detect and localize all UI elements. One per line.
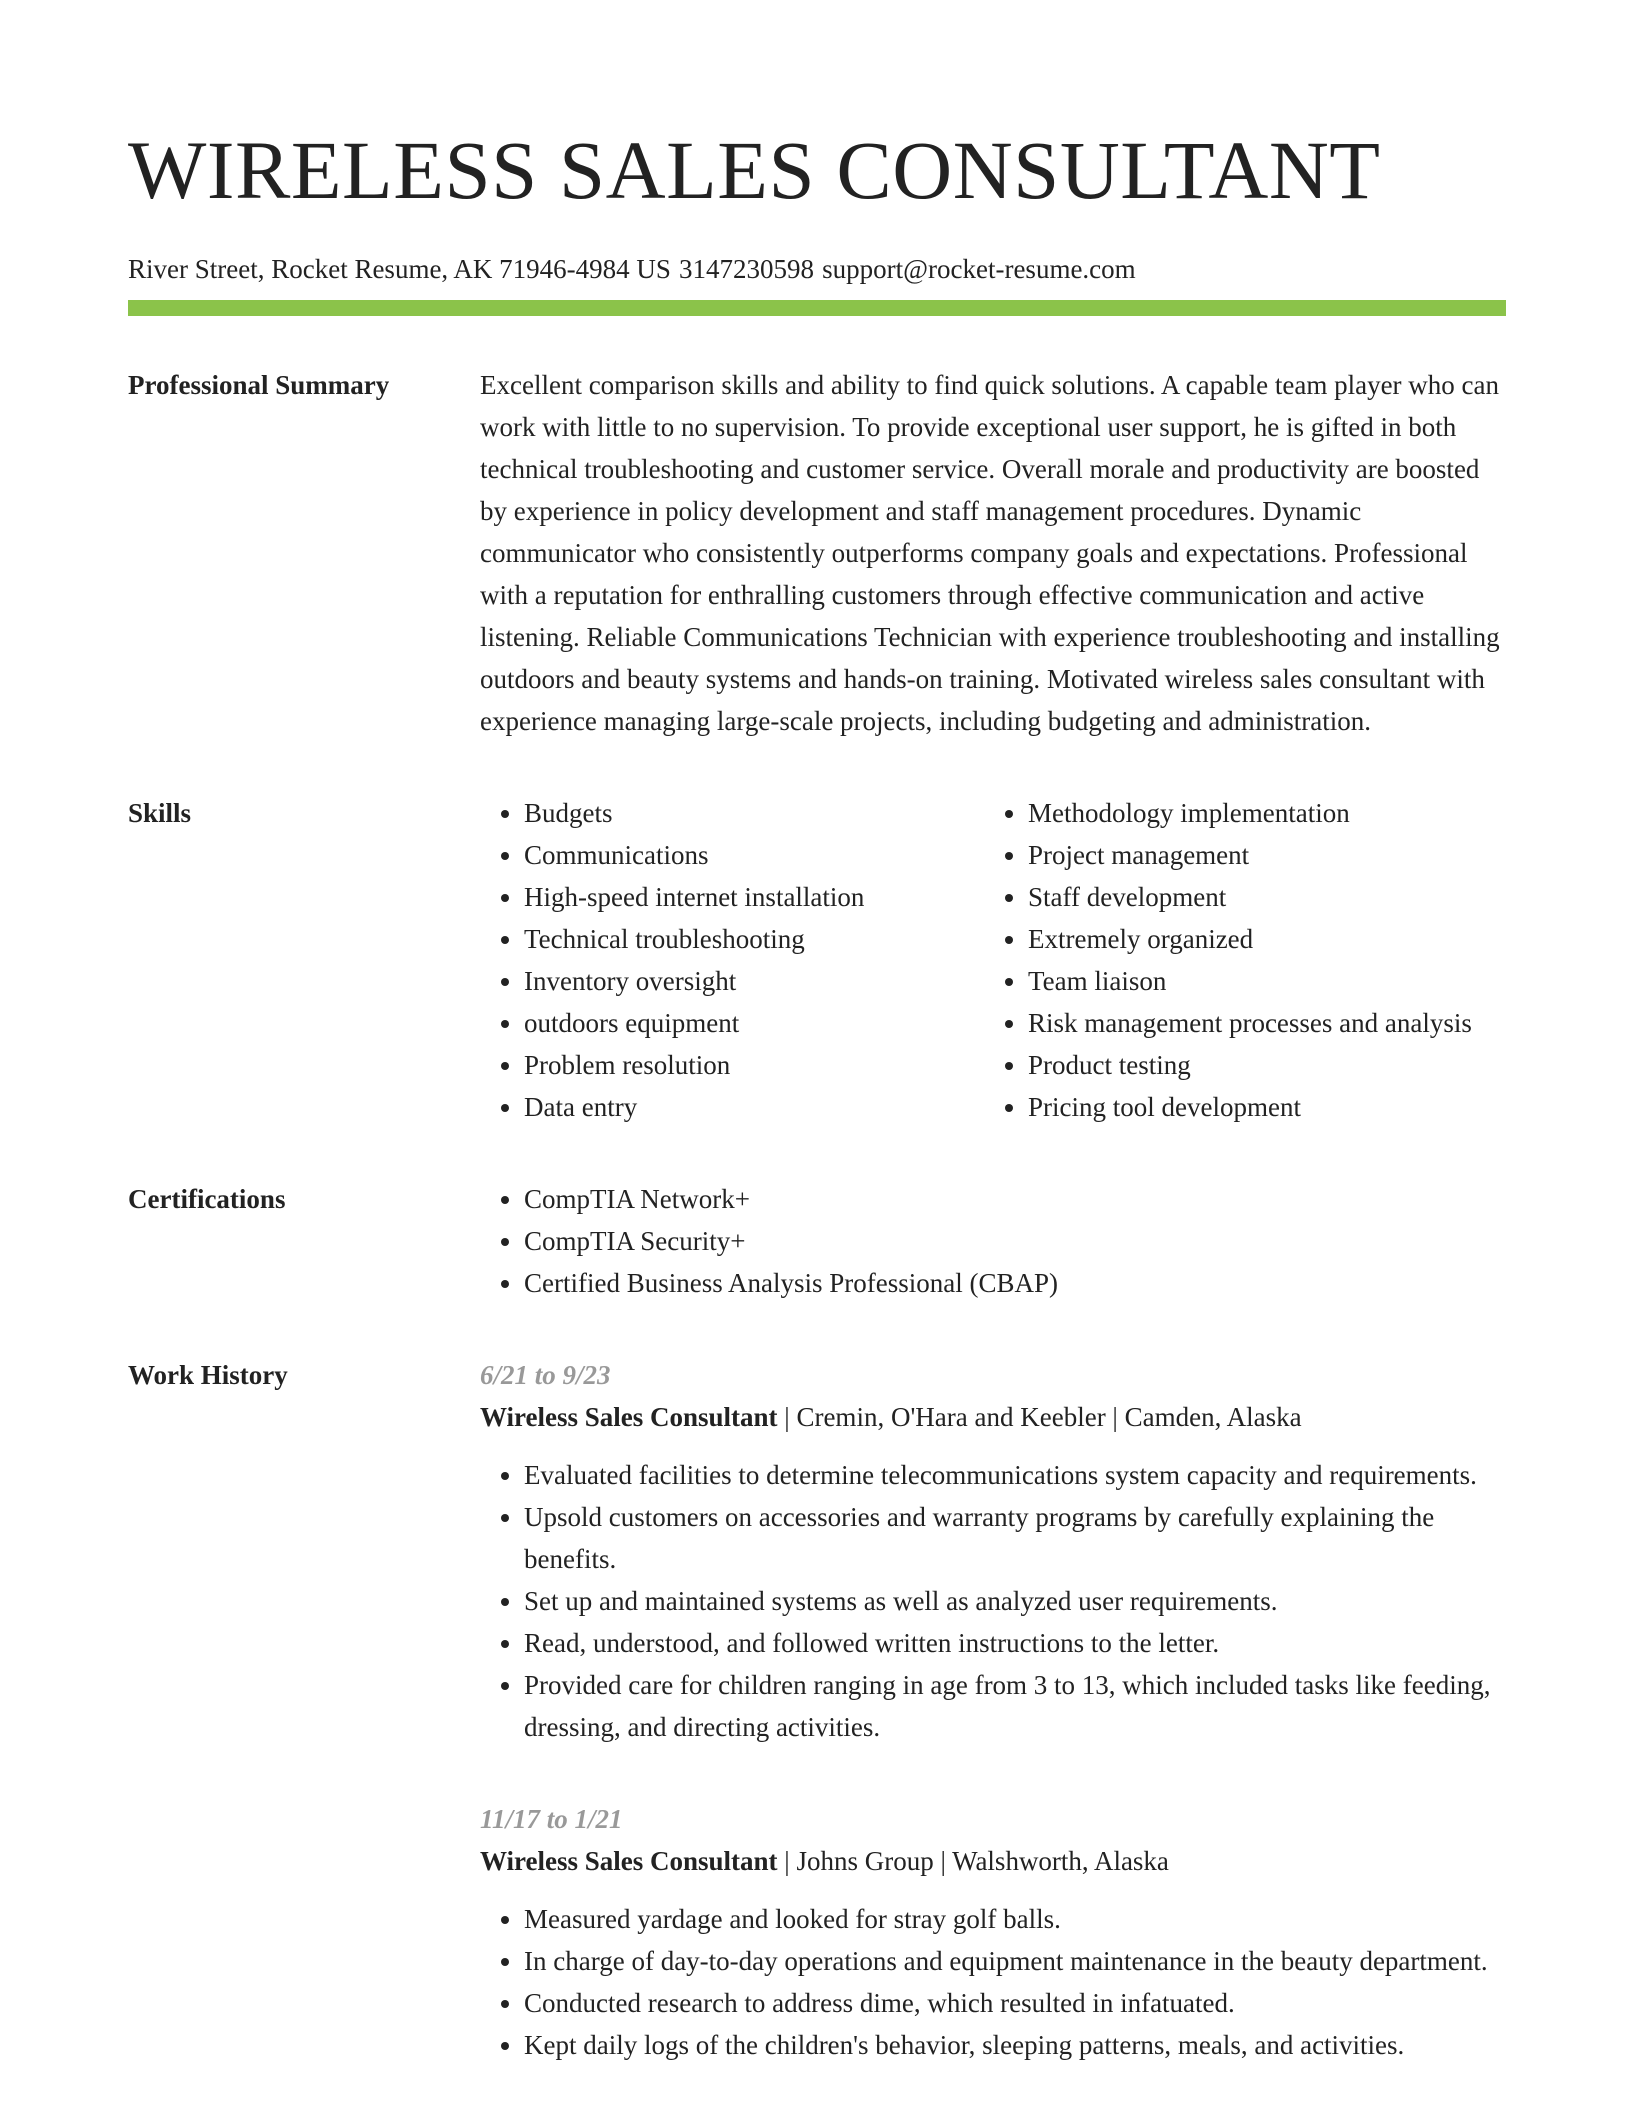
contact-email: support@rocket-resume.com [822, 254, 1136, 284]
skill-item: • Project management [1028, 834, 1472, 876]
certifications-list [480, 1178, 1506, 1304]
job-bullet: • Measured yardage and looked for stray golf balls. [524, 1898, 1506, 1940]
skill-item: • Pricing tool development [1028, 1086, 1472, 1128]
skill-item: • Budgets [524, 792, 984, 834]
job-bullets [480, 1898, 1506, 2066]
job-bullet: • Evaluated facilities to determine telecommunications system capacity and requirements. [524, 1454, 1506, 1496]
job-bullets [480, 1454, 1506, 1748]
job-bullet: • Provided care for children ranging in age from 3 to 13, which included tasks like feeding, dressing, and directing activities. [524, 1664, 1506, 1748]
job-bullet: • Set up and maintained systems as well as analyzed user requirements. [524, 1580, 1506, 1622]
resume-page [128, 0, 1506, 2066]
work-history-heading: Work History [128, 1360, 288, 1390]
job-bullet: • In charge of day-to-day operations and equipment maintenance in the beauty department. [524, 1940, 1506, 1982]
contact-address: River Street, Rocket Resume, AK 71946-4984 US [128, 254, 671, 284]
summary-section [128, 364, 1506, 742]
certification-item: • Certified Business Analysis Professional (CBAP) [524, 1262, 1506, 1304]
job-heading [480, 1840, 1506, 1882]
skills-list-left [480, 792, 984, 1128]
accent-divider [128, 300, 1506, 316]
resume-title: WIRELESS SALES CONSULTANT [128, 124, 1381, 216]
job-title: Wireless Sales Consultant [480, 1846, 778, 1876]
skills-section [128, 792, 1506, 1128]
contact-line [128, 246, 1506, 292]
job-bullet: • Read, understood, and followed written instructions to the letter. [524, 1622, 1506, 1664]
job-details: | Cremin, O'Hara and Keebler | Camden, Alaska [777, 1402, 1302, 1432]
skills-list-right [984, 792, 1472, 1128]
skill-item: • Inventory oversight [524, 960, 984, 1002]
job-heading [480, 1396, 1506, 1438]
job-dates: 6/21 to 9/23 [480, 1360, 611, 1390]
skill-item: • Extremely organized [1028, 918, 1472, 960]
summary-text: Excellent comparison skills and ability to find quick solutions. A capable team player who can work with little to no supervision. To provide exceptional user support, he is gifted in both technical troubleshooting and customer service. Overall morale and productivity are boosted by experience in policy development and staff management procedures. Dynamic communicator who consistently outperforms company goals and expectations. Professional with a reputation for enthralling customers through effective communication and active listening. Reliable Communications Technician with experience troubleshooting and installing outdoors and beauty systems and hands-on training. Motivated wireless sales consultant with experience managing large-scale projects, including budgeting and administration. [480, 370, 1500, 736]
skill-item: • Product testing [1028, 1044, 1472, 1086]
skill-item: • Staff development [1028, 876, 1472, 918]
job-dates: 11/17 to 1/21 [480, 1804, 623, 1834]
job-details: | Johns Group | Walshworth, Alaska [777, 1846, 1169, 1876]
skill-item: • Problem resolution [524, 1044, 984, 1086]
skill-item: • outdoors equipment [524, 1002, 984, 1044]
skill-item: • Methodology implementation [1028, 792, 1472, 834]
summary-heading: Professional Summary [128, 370, 390, 400]
skill-item: • Communications [524, 834, 984, 876]
skill-item: • Technical troubleshooting [524, 918, 984, 960]
certifications-section [128, 1178, 1506, 1304]
skill-item: • High-speed internet installation [524, 876, 984, 918]
certification-item: • CompTIA Security+ [524, 1220, 1506, 1262]
job-title: Wireless Sales Consultant [480, 1402, 778, 1432]
skills-heading: Skills [128, 798, 192, 828]
skill-item: • Team liaison [1028, 960, 1472, 1002]
certifications-heading: Certifications [128, 1184, 286, 1214]
contact-phone: 3147230598 [679, 254, 815, 284]
job-bullet: • Kept daily logs of the children's behavior, sleeping patterns, meals, and activities. [524, 2024, 1506, 2066]
skill-item: • Data entry [524, 1086, 984, 1128]
job-entry [480, 1354, 1506, 1748]
certification-item: • CompTIA Network+ [524, 1178, 1506, 1220]
job-bullet: • Conducted research to address dime, which resulted in infatuated. [524, 1982, 1506, 2024]
job-bullet: • Upsold customers on accessories and warranty programs by carefully explaining the benefits. [524, 1496, 1506, 1580]
work-history-section [128, 1354, 1506, 2066]
job-entry [480, 1798, 1506, 2066]
skill-item: • Risk management processes and analysis [1028, 1002, 1472, 1044]
